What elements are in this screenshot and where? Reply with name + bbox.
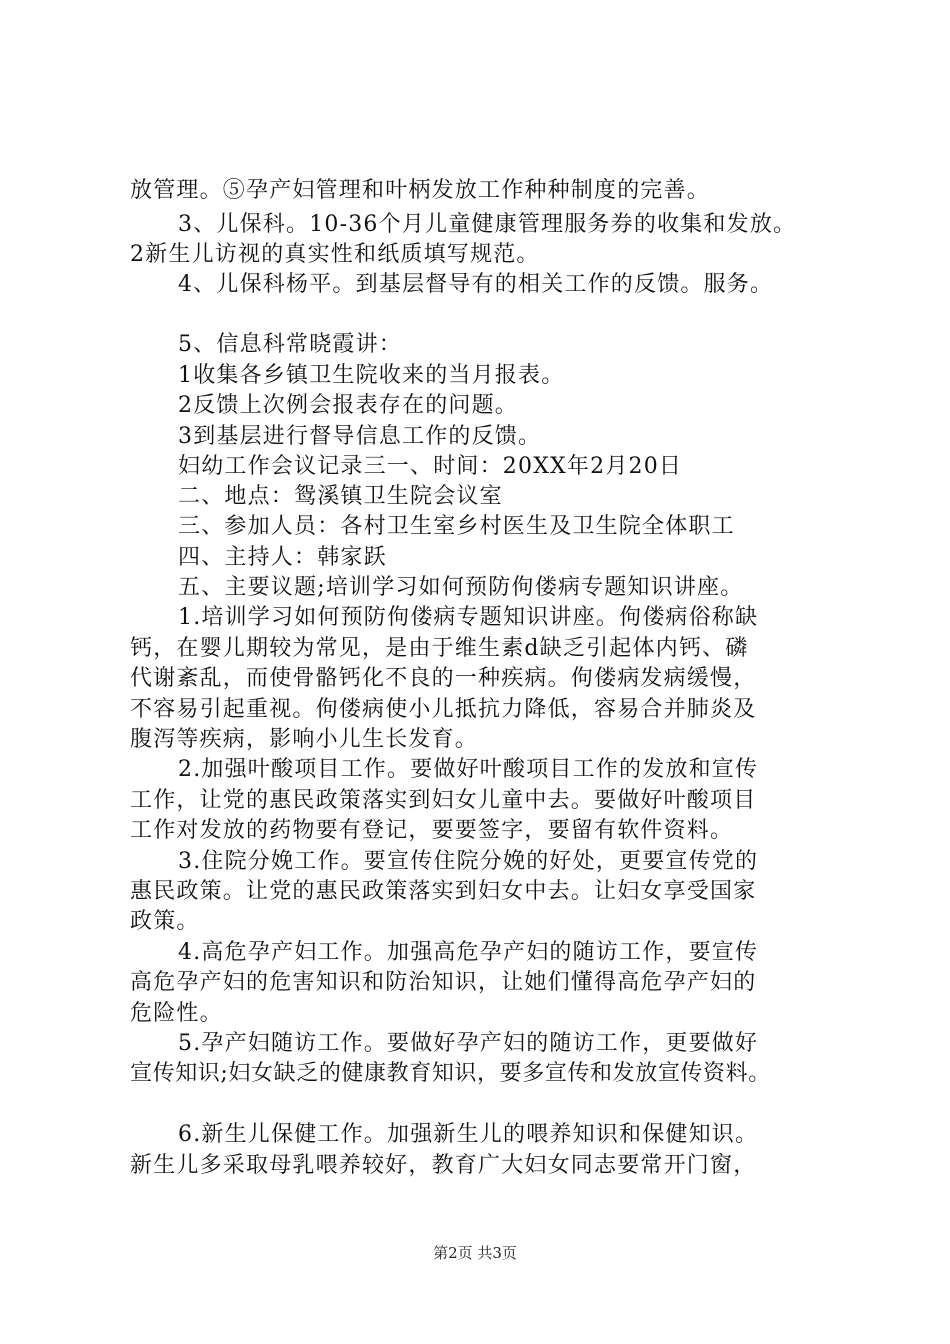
- text-line: 3、儿保科。10-36个月儿童健康管理服务券的收集和发放。: [178, 212, 797, 237]
- page-number-footer: 第2页 共3页: [433, 1244, 517, 1262]
- text-line: 惠民政策。让党的惠民政策落实到妇女中去。让妇女享受国家: [130, 879, 757, 904]
- text-line: 5.孕产妇随访工作。要做好孕产妇的随访工作，更要做好: [178, 1031, 759, 1056]
- meeting-title-line: 妇幼工作会议记录三一、时间：20XX年2月20日: [178, 454, 683, 479]
- text-line: 钙，在婴儿期较为常见，是由于维生素d缺乏引起体内钙、磷: [130, 636, 749, 661]
- text-line: 2.加强叶酸项目工作。要做好叶酸项目工作的发放和宣传: [178, 757, 759, 782]
- text-line: 新生儿多采取母乳喂养较好，教育广大妇女同志要常开门窗，: [130, 1153, 757, 1178]
- text-line: 3.住院分娩工作。要宣传住院分娩的好处，更要宣传党的: [178, 849, 759, 874]
- meeting-location-line: 二、地点：鸳溪镇卫生院会议室: [178, 484, 503, 509]
- text-line: 2新生儿访视的真实性和纸质填写规范。: [130, 242, 540, 267]
- text-line: 3到基层进行督导信息工作的反馈。: [178, 424, 542, 449]
- text-line: 1.培训学习如何预防佝偻病专题知识讲座。佝偻病俗称缺: [178, 605, 759, 630]
- text-line: 代谢紊乱，而使骨骼钙化不良的一种疾病。佝偻病发病缓慢，: [130, 666, 757, 691]
- text-line: 不容易引起重视。佝偻病使小儿抵抗力降低，容易合并肺炎及: [130, 697, 757, 722]
- text-line: 2反馈上次例会报表存在的问题。: [178, 393, 518, 418]
- meeting-host-line: 四、主持人：韩家跃: [178, 545, 387, 570]
- text-line: 高危孕产妇的危害知识和防治知识，让她们懂得高危孕产妇的: [130, 970, 757, 995]
- text-line: 腹泻等疾病，影响小儿生长发育。: [130, 727, 479, 752]
- text-line: 工作，让党的惠民政策落实到妇女儿童中去。要做好叶酸项目: [130, 788, 757, 813]
- text-line: 工作对发放的药物要有登记，要要签字，要留有软件资料。: [130, 818, 734, 843]
- text-line: 4.高危孕产妇工作。加强高危孕产妇的随访工作，要宣传: [178, 940, 759, 965]
- text-line: 4、儿保科杨平。到基层督导有的相关工作的反馈。服务。: [178, 272, 774, 297]
- text-line: 政策。: [130, 909, 200, 934]
- text-line: 5、信息科常晓霞讲：: [178, 332, 402, 357]
- text-line: 宣传知识;妇女缺乏的健康教育知识，要多宣传和发放宣传资料。: [130, 1061, 771, 1086]
- text-line: 1收集各乡镇卫生院收来的当月报表。: [178, 363, 565, 388]
- text-line: 危险性。: [130, 1001, 223, 1026]
- text-line: 6.新生儿保健工作。加强新生儿的喂养知识和保健知识。: [178, 1122, 759, 1147]
- meeting-topic-line: 五、主要议题;培训学习如何预防佝偻病专题知识讲座。: [178, 575, 744, 600]
- meeting-attendees-line: 三、参加人员：各村卫生室乡村医生及卫生院全体职工: [178, 514, 735, 539]
- text-line: 放管理。⑤孕产妇管理和叶柄发放工作种种制度的完善。: [130, 178, 711, 203]
